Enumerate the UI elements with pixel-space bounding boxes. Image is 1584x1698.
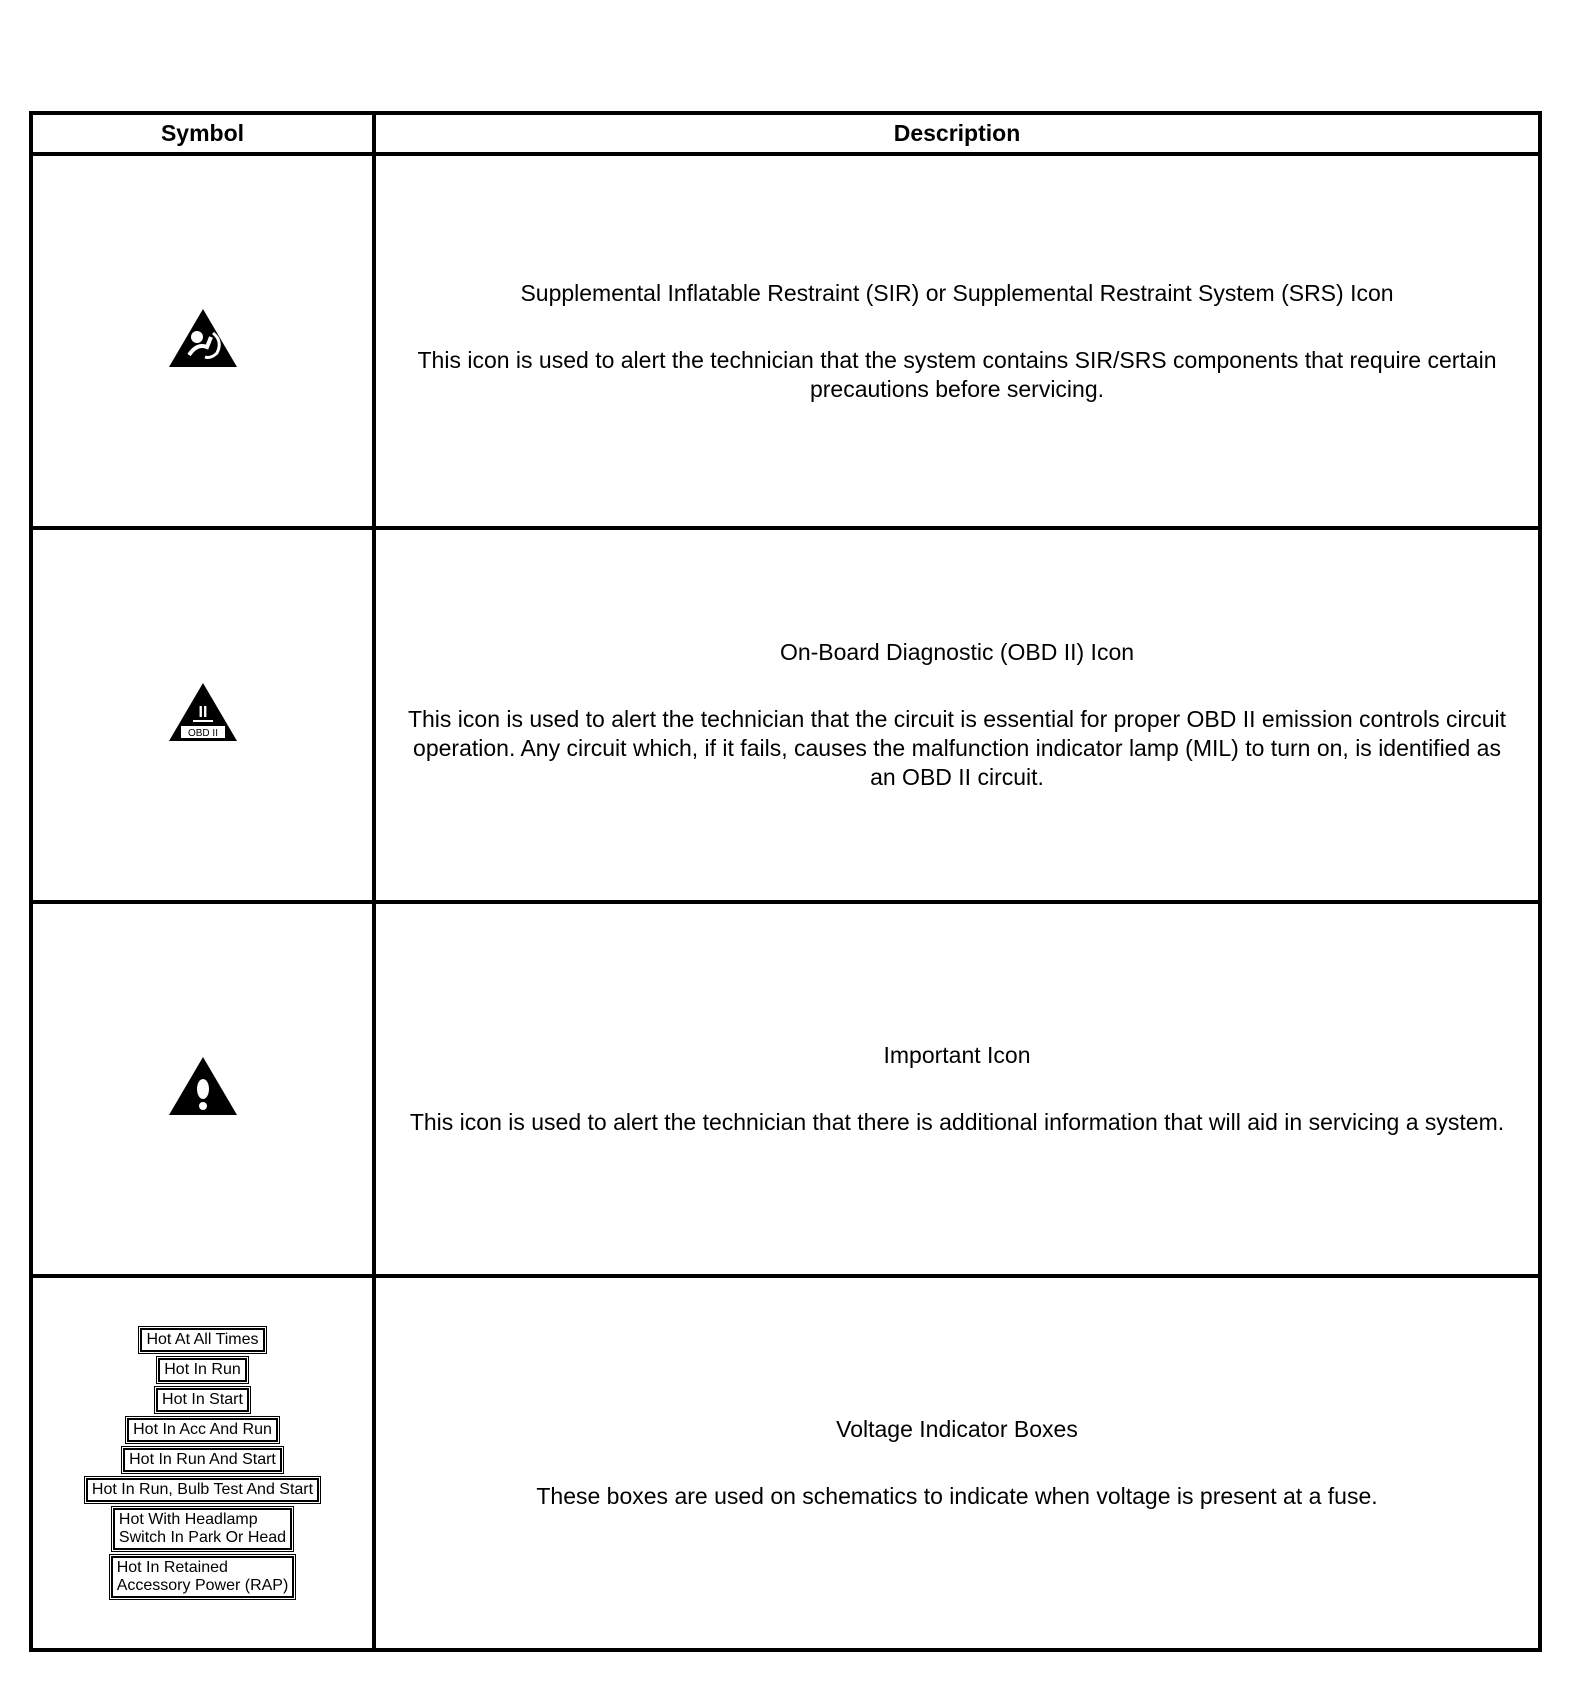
description-title: Supplemental Inflatable Restraint (SIR) or Supplemental Restraint System (SRS) Icon bbox=[520, 279, 1394, 306]
description-cell bbox=[374, 154, 1540, 528]
table-row bbox=[31, 154, 1540, 528]
symbol-cell bbox=[31, 1276, 374, 1650]
description-text: This icon is used to alert the technician that the system contains SIR/SRS components that require certain precautions before servicing. bbox=[417, 346, 1497, 402]
voltage-box-stack bbox=[33, 1328, 372, 1598]
description-text: This icon is used to alert the technician that the circuit is essential for proper OBD II emission controls circuit operation. Any circuit which, if it fails, causes the malfunction indicator lamp (MIL) to turn on, is identified as an OBD II circuit. bbox=[407, 706, 1507, 790]
description-title: Voltage Indicator Boxes bbox=[836, 1416, 1078, 1442]
description-text: This icon is used to alert the technician that there is additional information that will aid in servicing a system. bbox=[409, 1109, 1505, 1135]
table-row bbox=[31, 528, 1540, 902]
description-cell bbox=[374, 902, 1540, 1276]
header-row bbox=[31, 113, 1540, 154]
description-cell bbox=[374, 528, 1540, 902]
voltage-box: Hot In Run bbox=[158, 1358, 246, 1382]
obd-label: OBD II bbox=[187, 727, 218, 739]
symbol-cell bbox=[31, 528, 374, 902]
description-cell bbox=[374, 1276, 1540, 1650]
description-title: Important Icon bbox=[883, 1042, 1031, 1068]
voltage-box: Hot In Start bbox=[156, 1388, 249, 1412]
header-description: Description bbox=[374, 113, 1540, 154]
voltage-box: Hot In Run And Start bbox=[123, 1448, 282, 1472]
header-symbol: Symbol bbox=[31, 113, 374, 154]
sir-srs-warning-icon bbox=[167, 307, 239, 371]
description-text: These boxes are used on schematics to indicate when voltage is present at a fuse. bbox=[536, 1483, 1378, 1509]
voltage-box: Hot With Headlamp Switch In Park Or Head bbox=[113, 1508, 292, 1550]
voltage-box: Hot In Acc And Run bbox=[127, 1418, 278, 1442]
table-row bbox=[31, 1276, 1540, 1650]
symbol-table bbox=[29, 111, 1542, 1652]
symbol-cell bbox=[31, 902, 374, 1276]
voltage-box: Hot At All Times bbox=[140, 1328, 264, 1352]
table-row bbox=[31, 902, 1540, 1276]
symbol-cell bbox=[31, 154, 374, 528]
description-title: On-Board Diagnostic (OBD II) Icon bbox=[779, 639, 1135, 665]
voltage-box: Hot In Retained Accessory Power (RAP) bbox=[111, 1556, 295, 1598]
voltage-box: Hot In Run, Bulb Test And Start bbox=[86, 1478, 319, 1502]
obd-roman-numeral: II bbox=[198, 703, 207, 721]
obd-ii-icon bbox=[167, 681, 239, 745]
important-exclamation-icon bbox=[167, 1055, 239, 1119]
